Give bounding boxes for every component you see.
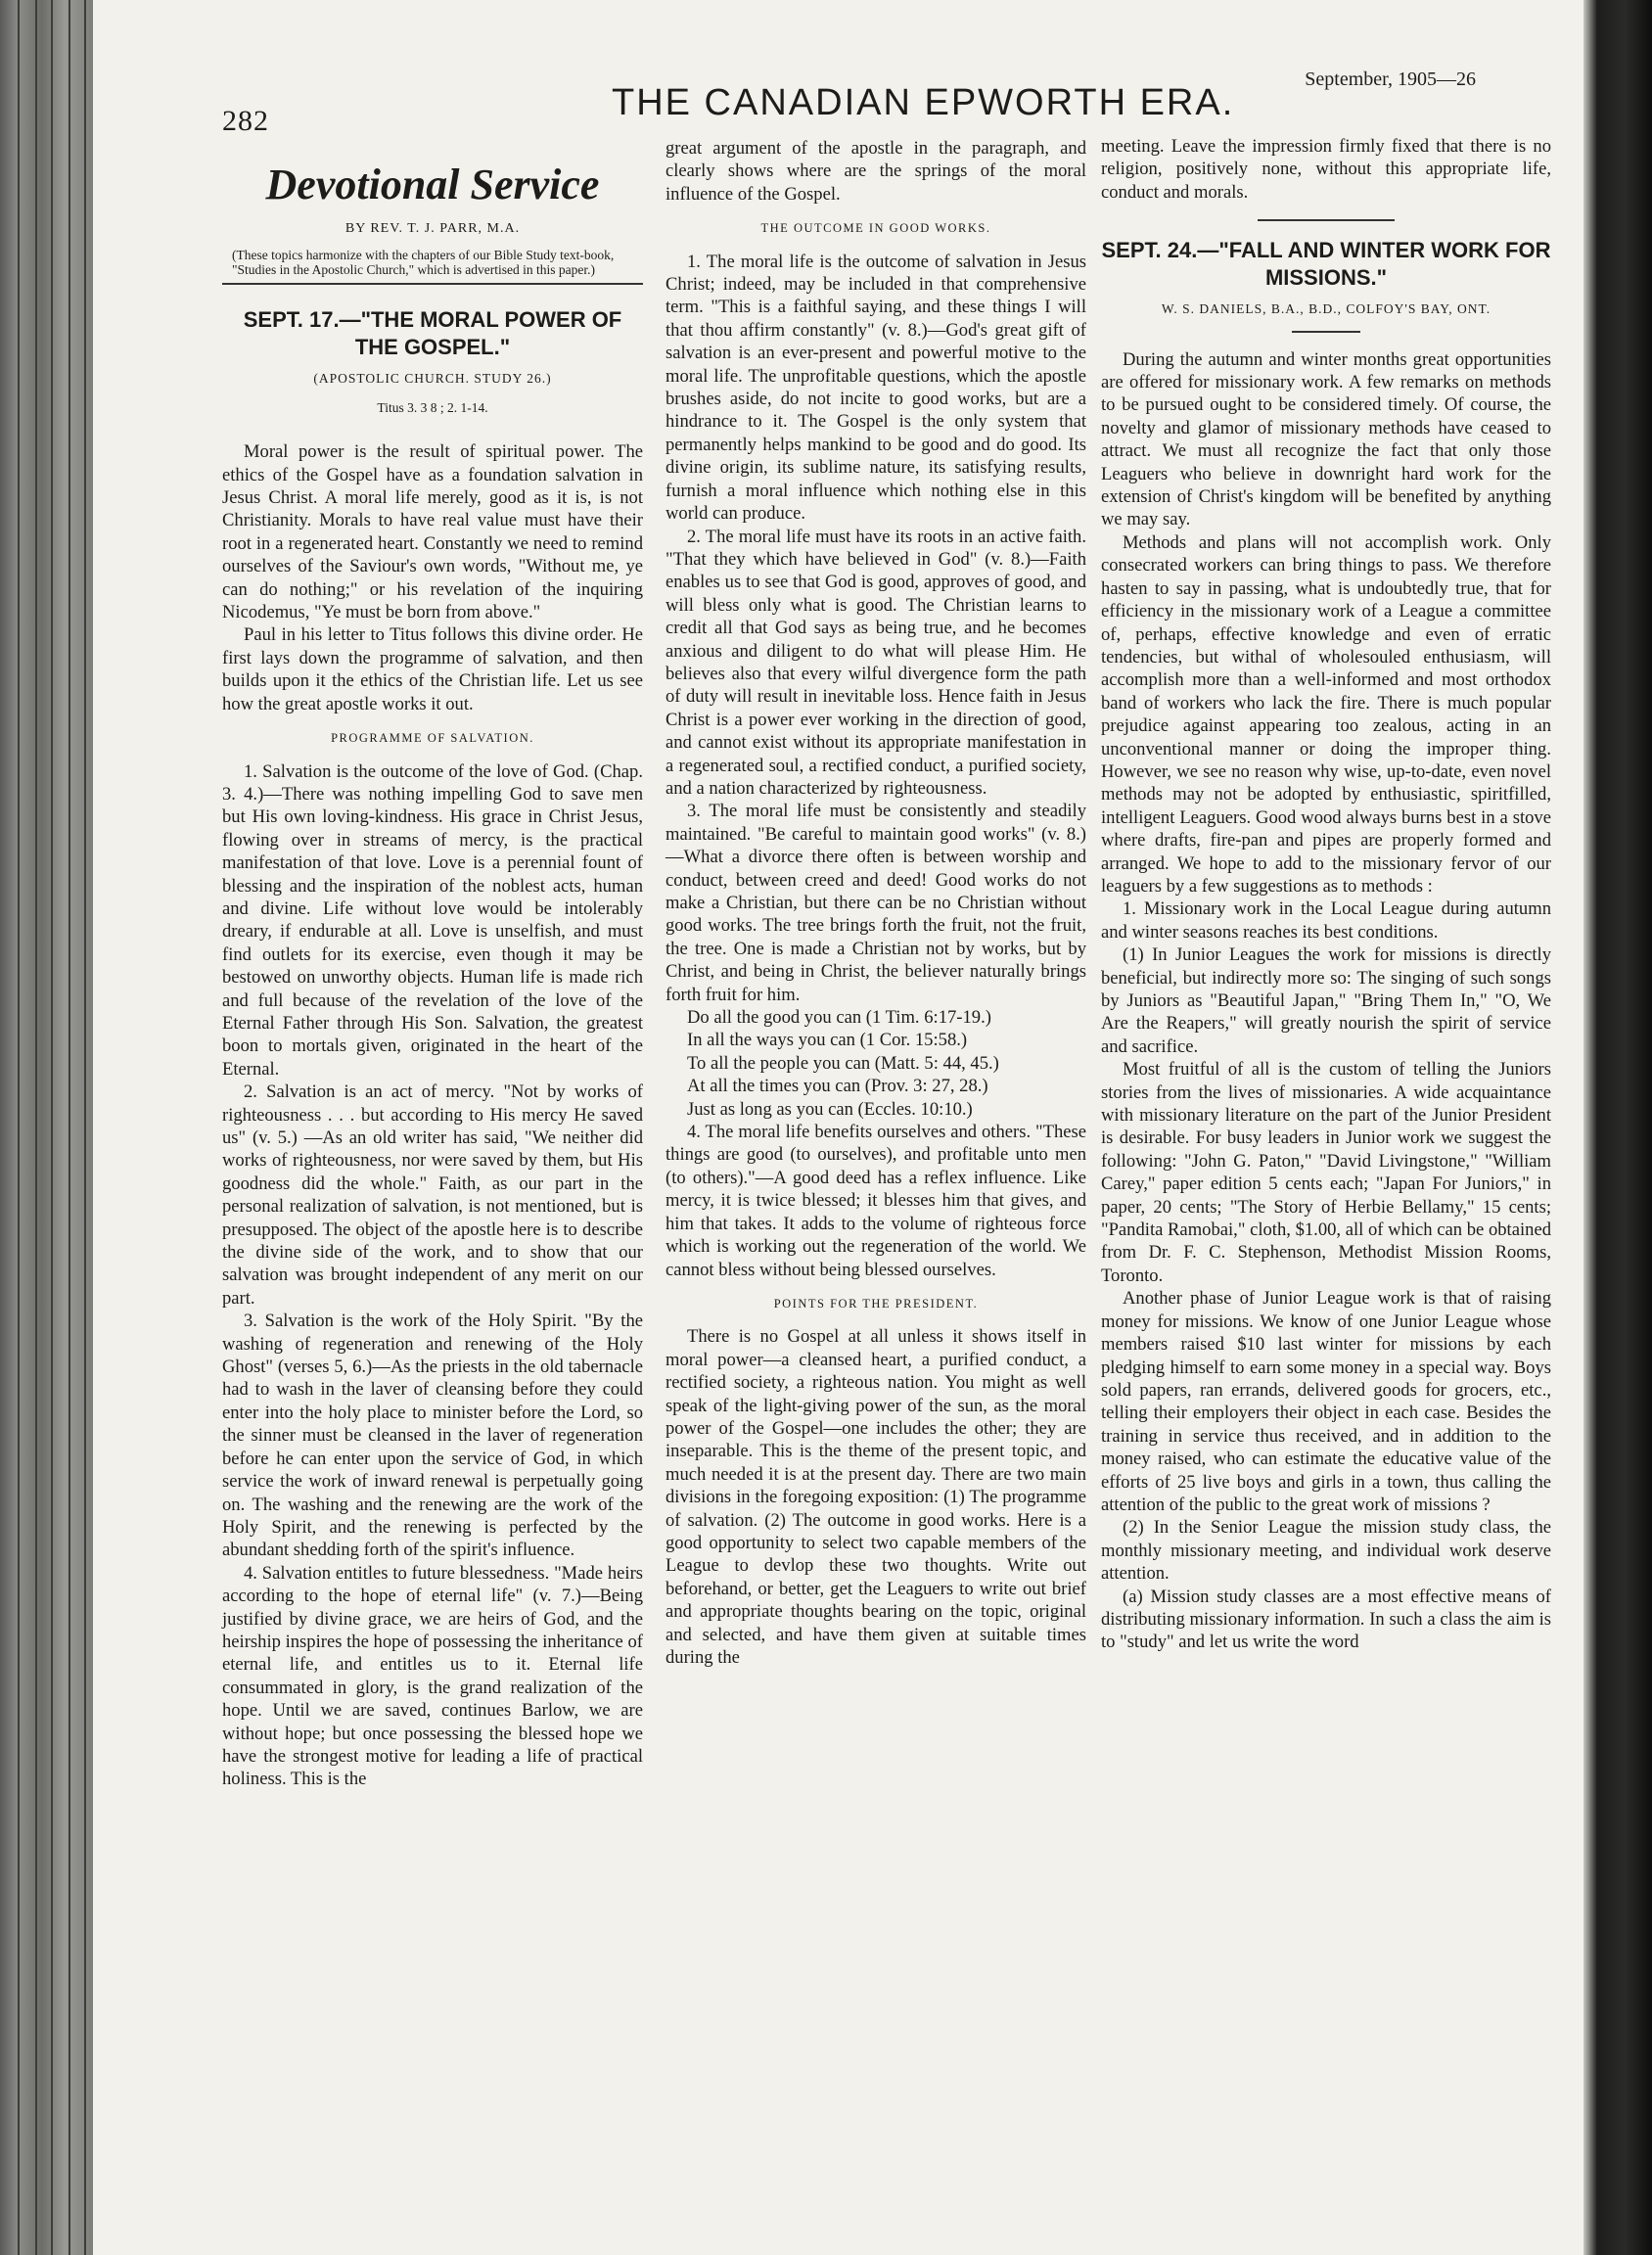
paragraph: 3. Salvation is the work of the Holy Spirit. "By the washing of regeneration and renewing of the Holy Ghost" (verses 5, 6.)—As the priests in the old tabernacle had to wash in the laver of cleansing before they could enter into the holy place to minister before the Lord, so the sinner must be cleansed in the laver of regeneration before he can enter upon the service of God, in which service the work of inward renewal is perpetually going on. The washing and the renewing are the work of the Holy Spirit, and the renewing is perfected by the abundant shedding forth of the spirit's influence. xyxy=(222,1311,643,1561)
divider xyxy=(1258,219,1395,221)
masthead-title: THE CANADIAN EPWORTH ERA. xyxy=(612,82,1235,123)
paragraph: (2) In the Senior League the mission study class, the monthly missionary meeting, and individual work deserve attention. xyxy=(1101,1517,1551,1585)
column-3 xyxy=(1101,135,1551,1654)
paragraph: 4. The moral life benefits ourselves and others. "These things are good (to ourselves), and profitable unto men (to others)."—A good deed has a reflex influence. Like mercy, it is twice blessed; it blesses him that gives, and him that takes. It adds to the volume of righteous force which is working out the regeneration of the world. We cannot bless without being blessed ourselves. xyxy=(665,1122,1086,1280)
column-2 xyxy=(665,137,1086,1669)
scripture-reference: Titus 3. 3 8 ; 2. 1-14. xyxy=(377,399,488,415)
paragraph: meeting. Leave the impression firmly fixed that there is no religion, positively none, without this appropriate life, conduct and morals. xyxy=(1101,136,1551,203)
paragraph: great argument of the apostle in the paragraph, and clearly shows where are the springs of the moral influence of the Gospel. xyxy=(665,138,1086,205)
book-spine xyxy=(0,0,93,2255)
paragraph: (a) Mission study classes are a most effective means of distributing missionary information. In such a class the aim is to "study" and let us write the word xyxy=(1101,1586,1551,1653)
paragraph: Another phase of Junior League work is that of raising money for missions. We know of one Junior League whose members raised $10 last winter for missions by each pledging himself to earn some money in a special way. Boys sold papers, ran errands, delivered goods for grocers, etc., telling their employers their object in each case. Besides the training in service thus received, and in addition to the money raised, who can estimate the educative value of the efforts of 25 live boys and girls in a town, thus calling the attention of the public to the great work of missions ? xyxy=(1101,1288,1551,1515)
paragraph: 2. The moral life must have its roots in an active faith. "That they which have believed in God" (v. 8.)—Faith enables us to see that God is good, approves of good, and will bless only what is good. The Christian learns to credit all that God says as being true, and he becomes anxious and diligent to do what will please Him. He believes also that every wilful divergence form the path of duty will result in inevitable loss. Hence faith in Jesus Christ is a power ever working in the direction of good, and cannot exist without its appropriate manifestation in a regenerated soul, a rectified conduct, a purified society, and a nation characterized by righteousness. xyxy=(665,526,1086,799)
newspaper-page xyxy=(93,0,1583,2255)
divider xyxy=(222,283,643,285)
paragraph: Methods and plans will not accomplish work. Only consecrated workers can bring things to pass. We therefore hasten to say in passing, what is undoubtedly true, that for efficiency in the missionary work of a League a committee of, perhaps, effective knowledge and even of erratic tendencies, but withal of wholesouled enthusiasm, will accomplish more than a well-informed and most orthodox band of workers who lack the fire. There is much popular prejudice against appearing too zealous, acting in an unconventional manner or doing the improper thing. However, we see no reason why wise, up-to-date, even novel methods may not be adopted by enthusiastic, spiritfilled, intelligent Leaguers. Good wood always burns best in a stove where drafts, fire-pan and pipes are properly formed and arranged. We hope to add to the missionary fervor of our leaguers by a few suggestions as to methods : xyxy=(1101,531,1551,897)
column-1 xyxy=(222,147,643,1791)
subsection-heading: PROGRAMME OF SALVATION. xyxy=(331,731,534,746)
subsection-heading: THE OUTCOME IN GOOD WORKS. xyxy=(760,221,991,236)
paragraph: Moral power is the result of spiritual power. The ethics of the Gospel have as a foundation salvation in Jesus Christ. A moral life merely, good as it is, is not Christianity. Morals to have real value must have their root in a regenerated heart. Constantly we need to remind ourselves of the Saviour's own words, "Without me, ye can do nothing;" or his revelation of the inquiring Nicodemus, "Ye must be born from above." xyxy=(222,441,643,623)
paragraph: 1. Missionary work in the Local League during autumn and winter seasons reaches its best conditions. xyxy=(1101,898,1551,943)
paragraph: 1. The moral life is the outcome of salvation in Jesus Christ; indeed, may be included in that comprehensive term. "This is a faithful saying, and these things I will that thou affirm constantly" (v. 8.)—God's great gift of salvation is an ever-present and powerful motive to the moral life. The unprofitable questions, which the apostle brushes aside, do not incite to good works, but are a hindrance to it. The Gospel is the only system that permanently helps mankind to be good and do good. Its divine origin, its sublime nature, its satisfying results, furnish a moral influence which nothing else in this world can produce. xyxy=(665,251,1086,525)
paragraph: 1. Salvation is the outcome of the love of God. (Chap. 3. 4.)—There was nothing impelling God to save men but His own loving-kindness. His grace in Christ Jesus, flowing over in streams of mercy, is the practical manifestation of that love. Love is a perennial fount of blessing and the inspiration of the noblest acts, human and divine. Life without love would be intolerably dreary, if endurable at all. Love is unselfish, and must find outlets for its exercise, even though it may be bestowed on unworthy objects. Human life is made rich and full because of the revelation of the love of the Eternal Father through His Son. Salvation, the greatest boon to mortals given, originated in the heart of the Eternal. xyxy=(222,760,643,1080)
verse-line: To all the people you can (Matt. 5: 44, 45.) xyxy=(687,1052,999,1074)
paragraph: 2. Salvation is an act of mercy. "Not by works of righteousness . . . but according to His mercy He saved us" (v. 5.) —As an old writer has said, "We neither did works of righteousness, nor were saved by them, but His goodness did the whole." Faith, as our part in the personal realization of salvation, is not mentioned, but is presupposed. The object of the apostle here is to describe the divine side of the work, and to show that our salvation was brought independent of any merit on our part. xyxy=(222,1081,643,1309)
verse-line: At all the times you can (Prov. 3: 27, 28.) xyxy=(687,1076,988,1097)
section-title: Devotional Service xyxy=(265,161,600,208)
page-header xyxy=(93,59,1583,137)
topic-subheading: (APOSTOLIC CHURCH. STUDY 26.) xyxy=(313,371,552,387)
divider xyxy=(1292,331,1360,333)
paragraph: 4. Salvation entitles to future blessedness. "Made heirs according to the hope of eternal life" (v. 7.)—Being justified by divine grace, we are heirs of God, and the heirship inspires the hope of possessing the inheritance of eternal life, and entitles us to it. Eternal life consummated in glory, is the grand realization of the hope. Until we are saved, continues Barlow, we are without hope; but once possessing the blessed hope we have the strongest motive for leading a life of practical holiness. This is the xyxy=(222,1562,643,1790)
verse-line: Do all the good you can (1 Tim. 6:17-19.) xyxy=(687,1007,991,1029)
paragraph: 3. The moral life must be consistently and steadily maintained. "Be careful to maintain good works" (v. 8.)—What a divorce there often is between worship and conduct, between creed and deed! Good works do not make a Christian, but there can be no Christian without good works. The tree brings forth the fruit, not the fruit, the tree. One is made a Christian not by works, but by Christ, and being in Christ, the believer naturally brings forth fruit for him. xyxy=(665,801,1086,1005)
paragraph: (1) In Junior Leagues the work for missions is directly beneficial, but indirectly more so: The singing of such songs by Juniors as "Beautiful Japan," "Bring Them In," "O, We Are the Reapers," will greatly nourish the spirit of service and sacrifice. xyxy=(1101,944,1551,1057)
verse-line: In all the ways you can (1 Cor. 15:58.) xyxy=(687,1030,968,1051)
page-edge xyxy=(1583,0,1652,2255)
verse-line: Just as long as you can (Eccles. 10:10.) xyxy=(687,1098,973,1120)
topic-heading: SEPT. 17.—"THE MORAL POWER OF THE GOSPEL." xyxy=(243,307,622,360)
topic-heading: SEPT. 24.—"FALL AND WINTER WORK FOR MISSIONS." xyxy=(1101,238,1551,291)
paragraph: Paul in his letter to Titus follows this divine order. He first lays down the programme of salvation, and then builds upon it the ethics of the Christian life. Let us see how the great apostle works it out. xyxy=(222,624,643,714)
topic-byline: W. S. DANIELS, B.A., B.D., COLFOY'S BAY, ONT. xyxy=(1161,301,1491,317)
page-number: 282 xyxy=(222,105,269,137)
paragraph: There is no Gospel at all unless it shows itself in moral power—a cleansed heart, a purified conduct, a rectified society, a righteous nation. You might as well speak of the light-giving power of the sun, as the moral power of the Gospel—one includes the other; they are inseparable. This is the theme of the present topic, and much needed it is at the present day. There are two main divisions in the foregoing exposition: (1) The programme of salvation. (2) The outcome in good works. Here is a good opportunity to select two capable members of the League to devlop these two thoughts. Write out beforehand, or better, get the Leaguers to write out brief and appropriate thoughts bearing on the topic, original and selected, and have them given at suitable times during the xyxy=(665,1326,1086,1668)
issue-date: September, 1905—26 xyxy=(1305,69,1476,90)
author-byline: BY REV. T. J. PARR, M.A. xyxy=(344,221,521,236)
paragraph: Most fruitful of all is the custom of telling the Juniors stories from the lives of missionaries. A wide acquaintance with missionary literature on the part of the Junior President is desirable. For busy leaders in Junior work we suggest the following: "John G. Paton," "David Livingstone," "William Carey," paper edition 5 cents each; "Japan For Juniors," in paper, 20 cents; "The Story of Herbie Bellamy," 15 cents; "Pandita Ramobai," cloth, $1.00, all of which can be obtained from Dr. F. C. Stephenson, Methodist Mission Rooms, Toronto. xyxy=(1101,1059,1551,1286)
paragraph: During the autumn and winter months great opportunities are offered for missionary work. A few remarks on methods to be pursued ought to be considered timely. Of course, the novelty and glamor of missionary methods have ceased to attract. We must all recognize the fact that only those Leaguers who believe in downright hard work for the extension of Christ's kingdom will be benefited by anything we may say. xyxy=(1101,348,1551,530)
subsection-heading: POINTS FOR THE PRESIDENT. xyxy=(773,1296,979,1311)
editor-note: (These topics harmonize with the chapters of our Bible Study text-book, "Studies in the Apostolic Church," which is advertised in this paper.) xyxy=(232,248,615,278)
